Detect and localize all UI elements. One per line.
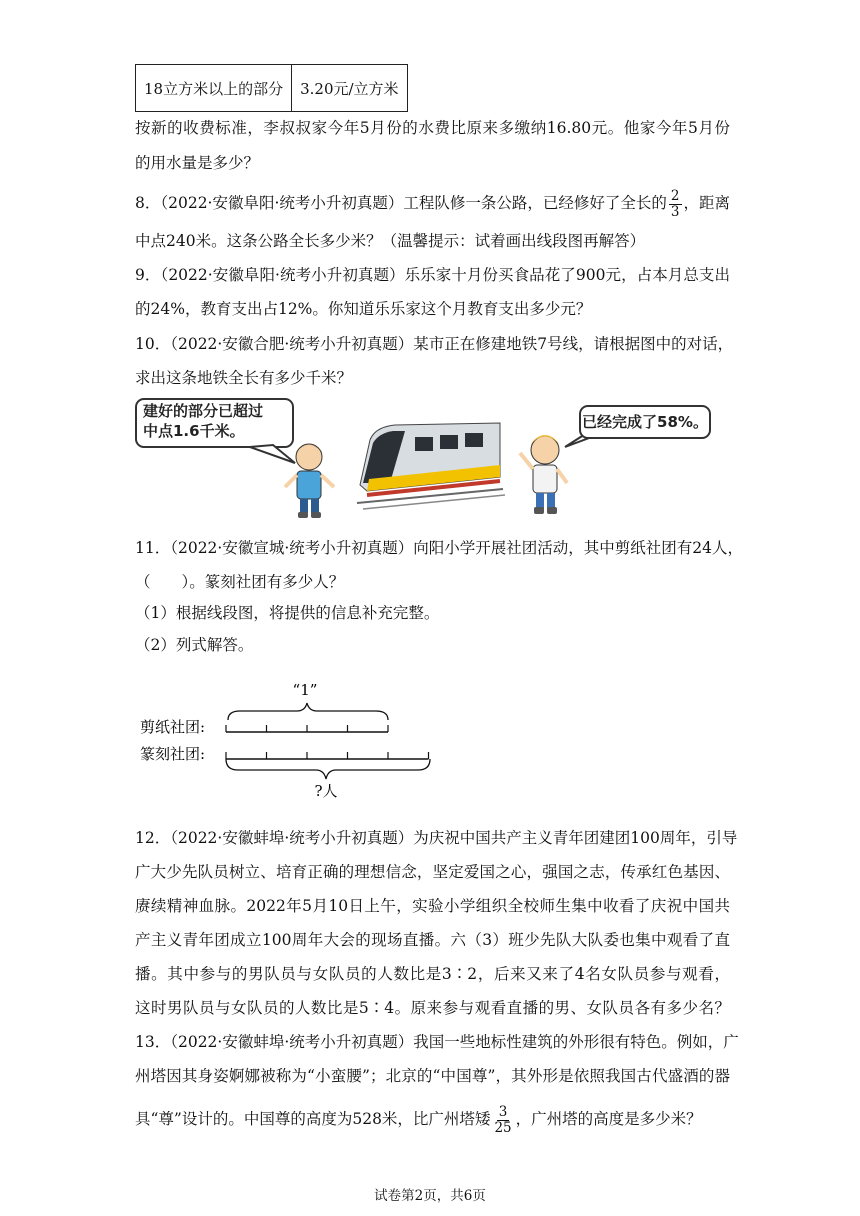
q8-frac-den: 3 — [670, 203, 680, 220]
q9-text-line2: 的24%，教育支出占12%。你知道乐乐家这个月教育支出多少元？ — [135, 300, 592, 318]
bubble-left-line1: 建好的部分已超过 — [143, 402, 264, 420]
row2-segment-line — [226, 752, 429, 759]
row2-label: 篆刻社团: — [140, 745, 206, 763]
q8-fraction — [669, 189, 682, 220]
q9-text-line1: 9．（2022·安徽阜阳·统考小升初真题）乐乐家十月份买食品花了900元，占本月总支出 — [135, 266, 730, 284]
q12-text-line6: 这时男队员与女队员的人数比是5∶4。原来参与观看直播的男、女队员各有多少名？ — [135, 999, 730, 1017]
q12-text-line5: 播。其中参与的男队员与女队员的人数比是3∶2，后来又来了4名女队员参与观看， — [135, 965, 730, 983]
q12-text-line3: 赓续精神血脉。2022年5月10日上午，实验小学组织全校师生集中收看了庆祝中国共 — [135, 897, 730, 915]
q11-segment-diagram — [140, 675, 470, 800]
q8-text-line2: 中点240米。这条公路全长多少米？（温馨提示：试着画出线段图再解答） — [135, 232, 646, 250]
boy-left-figure — [285, 444, 334, 518]
table-cell-price: 3.20元/立方米 — [292, 65, 407, 112]
q13-text-b: ，广州塔的高度是多少米？ — [515, 1110, 702, 1128]
q11-sub1: （1）根据线段图，将提供的信息补充完整。 — [135, 604, 440, 622]
q11-sub2: （2）列式解答。 — [135, 636, 254, 654]
table-cell-range: 18立方米以上的部分 — [136, 65, 292, 112]
q13-fraction — [492, 1105, 513, 1136]
bubble-left-tail — [250, 445, 295, 463]
q12-text-line1: 12．（2022·安徽蚌埠·统考小升初真题）为庆祝中国共产主义青年团建团100周年，引导 — [135, 829, 738, 847]
diagram-top-label: “1” — [292, 681, 318, 699]
table-row — [136, 65, 408, 112]
diagram-bottom-label: ?人 — [314, 782, 338, 800]
q10-text-line1: 10．（2022·安徽合肥·统考小升初真题）某市正在修建地铁7号线，请根据图中的对话， — [135, 335, 734, 353]
q7-text-line2: 的用水量是多少？ — [135, 154, 260, 172]
row1-segment-line — [226, 725, 388, 732]
bottom-brace — [226, 759, 430, 779]
q11-text-line1: 11．（2022·安徽宣城·统考小升初真题）向阳小学开展社团活动，其中剪纸社团有24人， — [135, 539, 743, 557]
page-footer: 试卷第2页，共6页 — [374, 1188, 486, 1204]
q13-text-a: 具“尊”设计的。中国尊的高度为528米，比广州塔矮 — [135, 1110, 491, 1128]
q13-frac-num: 3 — [498, 1103, 508, 1120]
q12-text-line4: 产主义青年团成立100周年大会的现场直播。六（3）班少先队大队委也集中观看了直 — [135, 931, 730, 949]
top-brace — [228, 703, 388, 720]
q10-illustration — [135, 395, 730, 530]
q10-text-line2: 求出这条地铁全长有多少千米？ — [135, 369, 353, 387]
q8-text-line1 — [135, 188, 730, 218]
q8-text-a: 8．（2022·安徽阜阳·统考小升初真题）工程队修一条公路，已经修好了全长的 — [135, 194, 667, 212]
water-price-table — [135, 64, 408, 112]
q11-text-line2: （ ）。篆刻社团有多少人？ — [135, 573, 345, 591]
q13-text-line2: 州塔因其身姿婀娜被称为“小蛮腰”；北京的“中国尊”，其外形是依照我国古代盛酒的器 — [135, 1067, 730, 1085]
boy-right-figure — [520, 435, 567, 514]
bubble-left-line2: 中点1.6千米。 — [143, 422, 245, 440]
train-figure — [357, 423, 505, 509]
q12-text-line2: 广大少先队员树立、培育正确的理想信念，坚定爱国之心，强国之志，传承红色基因、 — [135, 863, 730, 881]
q8-text-b: ，距离 — [683, 194, 731, 212]
q7-text-line1: 按新的收费标准，李叔叔家今年5月份的水费比原来多缴纳16.80元。他家今年5月份 — [135, 119, 730, 137]
row1-label: 剪纸社团: — [140, 718, 206, 736]
q8-frac-num: 2 — [670, 187, 680, 204]
q13-text-line3 — [135, 1102, 730, 1136]
speech-bubble-right: 已经完成了58%。 — [579, 405, 711, 439]
q13-text-line1: 13．（2022·安徽蚌埠·统考小升初真题）我国一些地标性建筑的外形很有特色。例如，广 — [135, 1033, 739, 1051]
q13-frac-den: 25 — [494, 1119, 512, 1136]
